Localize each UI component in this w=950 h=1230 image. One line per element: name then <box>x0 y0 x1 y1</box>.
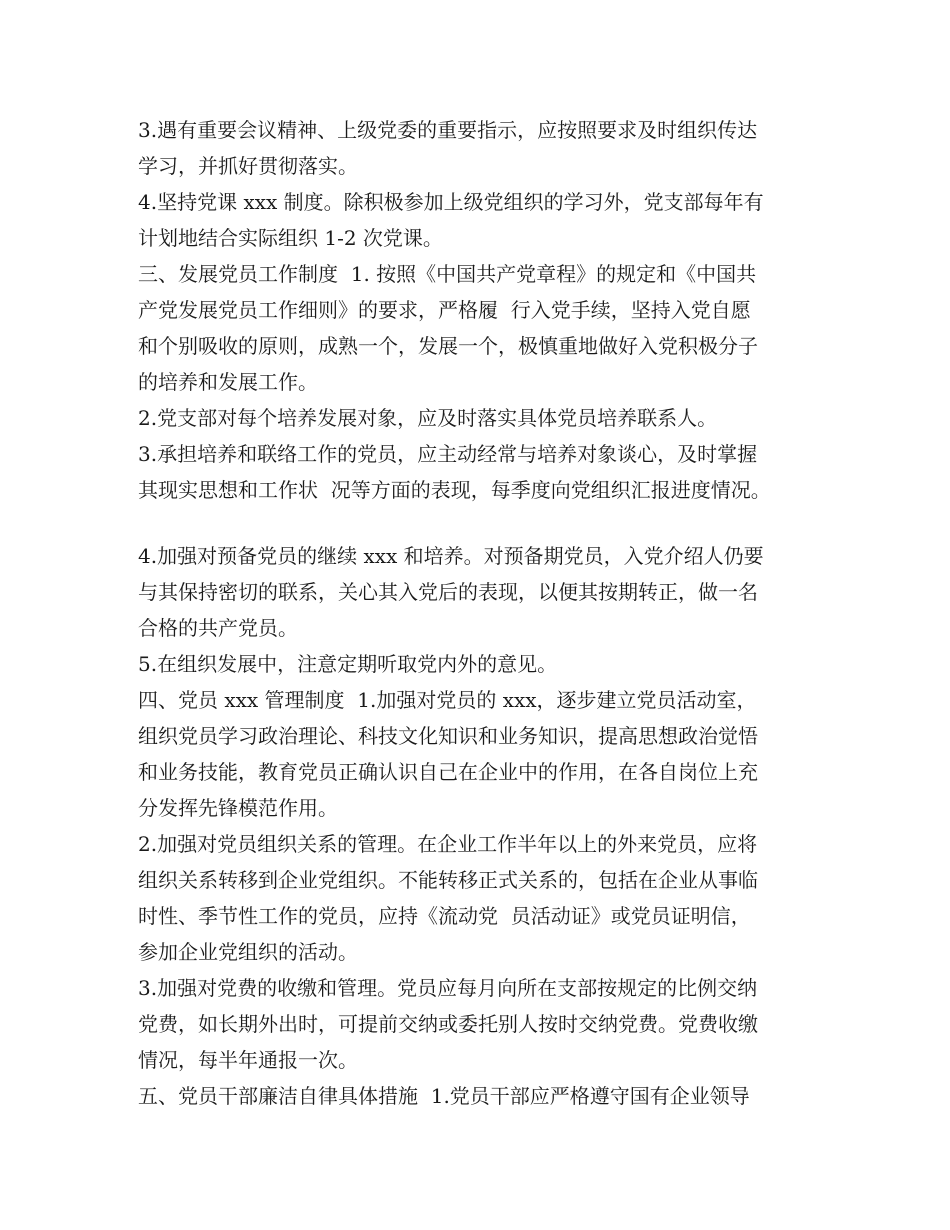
text-line: 5.在组织发展中，注意定期听取党内外的意见。 <box>138 652 558 676</box>
paragraph-gap <box>138 508 838 538</box>
document-body <box>138 112 838 1114</box>
text-line: 组织关系转移到企业党组织。不能转移正式关系的，包括在企业从事临 <box>138 868 758 892</box>
text-line: 时性、季节性工作的党员，应持《流动党 员活动证》或党员证明信， <box>138 904 751 928</box>
text-line: 参加企业党组织的活动。 <box>138 940 358 964</box>
text-line: 学习，并抓好贯彻落实。 <box>138 154 358 178</box>
text-line: 产党发展党员工作细则》的要求，严格履 行入党手续，坚持入党自愿 <box>138 298 751 322</box>
text-line: 4.坚持党课 xxx 制度。除积极参加上级党组织的学习外，党支部每年有 <box>138 190 764 214</box>
text-line: 4.加强对预备党员的继续 xxx 和培养。对预备期党员，入党介绍人仍要 <box>138 544 764 568</box>
text-line: 与其保持密切的联系，关心其入党后的表现，以便其按期转正，做一名 <box>138 580 758 604</box>
text-line: 其现实思想和工作状 况等方面的表现，每季度向党组织汇报进度情况。 <box>138 478 771 502</box>
text-line: 党费，如长期外出时，可提前交纳或委托别人按时交纳党费。党费收缴 <box>138 1012 758 1036</box>
text-line: 三、发展党员工作制度 1. 按照《中国共产党章程》的规定和《中国共 <box>138 262 757 286</box>
text-line: 四、党员 xxx 管理制度 1.加强对党员的 xxx，逐步建立党员活动室， <box>138 688 757 712</box>
text-line: 3.加强对党费的收缴和管理。党员应每月向所在支部按规定的比例交纳 <box>138 976 758 1000</box>
text-line: 3.承担培养和联络工作的党员，应主动经常与培养对象谈心，及时掌握 <box>138 442 758 466</box>
text-line: 分发挥先锋模范作用。 <box>138 796 338 820</box>
text-line: 组织党员学习政治理论、科技文化知识和业务知识，提高思想政治觉悟 <box>138 724 758 748</box>
text-line: 计划地结合实际组织 1-2 次党课。 <box>138 226 443 250</box>
text-line: 的培养和发展工作。 <box>138 370 318 394</box>
text-line: 五、党员干部廉洁自律具体措施 1.党员干部应严格遵守国有企业领导 <box>138 1084 750 1108</box>
text-line: 2.加强对党员组织关系的管理。在企业工作半年以上的外来党员，应将 <box>138 832 758 856</box>
text-line: 情况，每半年通报一次。 <box>138 1048 358 1072</box>
text-line: 3.遇有重要会议精神、上级党委的重要指示，应按照要求及时组织传达 <box>138 118 758 142</box>
text-line: 2.党支部对每个培养发展对象，应及时落实具体党员培养联系人。 <box>138 406 718 430</box>
text-line: 和业务技能，教育党员正确认识自己在企业中的作用，在各自岗位上充 <box>138 760 758 784</box>
text-line: 合格的共产党员。 <box>138 616 298 640</box>
text-line: 和个别吸收的原则，成熟一个，发展一个，极慎重地做好入党积极分子 <box>138 334 758 358</box>
